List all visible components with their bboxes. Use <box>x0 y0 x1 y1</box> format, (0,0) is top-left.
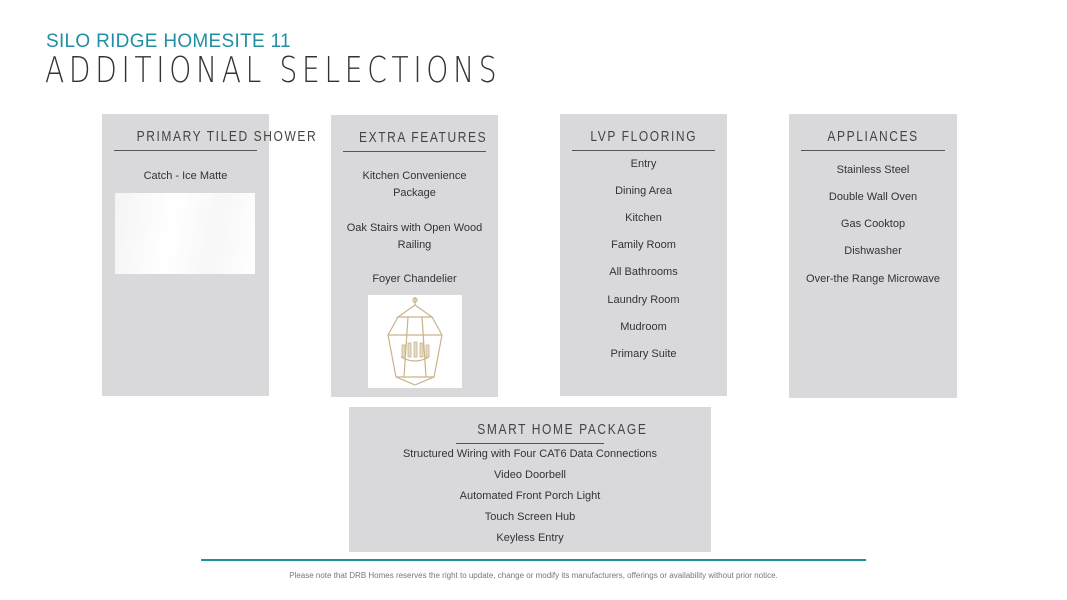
list-item: Video Doorbell <box>494 469 566 481</box>
list-item: Primary Suite <box>610 348 677 360</box>
list-item: Double Wall Oven <box>828 191 918 203</box>
list-item: Mudroom <box>620 321 667 333</box>
list-item: Dishwasher <box>844 245 902 257</box>
page-subtitle: SILO RIDGE HOMESITE 11 <box>46 31 291 52</box>
card-title: SMART HOME PACKAGE <box>456 421 604 444</box>
list-item: Laundry Room <box>607 294 680 306</box>
card-title: PRIMARY TILED SHOWER <box>114 128 257 151</box>
card-smart-home-package <box>349 407 711 552</box>
list-item: Stainless Steel <box>836 164 910 176</box>
footer-divider <box>201 559 866 561</box>
card-title: APPLIANCES <box>801 128 945 151</box>
list-item: Structured Wiring with Four CAT6 Data Connections <box>402 448 658 460</box>
list-item: Touch Screen Hub <box>484 511 576 523</box>
list-item: Kitchen Convenience Package <box>362 170 467 199</box>
shower-tile-image <box>115 193 255 274</box>
list-item: Catch - Ice Matte <box>143 170 228 182</box>
list-item: Gas Cooktop <box>840 218 906 230</box>
card-primary-tiled-shower <box>102 114 318 396</box>
list-item: Keyless Entry <box>496 532 564 544</box>
list-item: Dining Area <box>615 185 672 197</box>
card-extra-features <box>331 115 498 397</box>
list-item: Entry <box>630 158 657 170</box>
list-item: Kitchen <box>625 212 662 224</box>
chandelier-image <box>368 295 462 388</box>
list-item: Over-the Range Microwave <box>806 273 940 285</box>
list-item: All Bathrooms <box>609 266 678 278</box>
card-appliances <box>789 114 957 398</box>
card-title: EXTRA FEATURES <box>343 129 486 152</box>
list-item: Foyer Chandelier <box>372 273 457 285</box>
list-item: Oak Stairs with Open Wood Railing <box>346 222 483 251</box>
list-item: Automated Front Porch Light <box>459 490 601 502</box>
list-item: Family Room <box>611 239 676 251</box>
card-title: LVP FLOORING <box>572 128 715 151</box>
page-title: ADDITIONAL SELECTIONS <box>45 50 502 91</box>
footer-disclaimer: Please note that DRB Homes reserves the right to update, change or modify its manufacturers, offerings or availability without prior notice. <box>289 571 778 580</box>
card-lvp-flooring <box>560 114 727 396</box>
